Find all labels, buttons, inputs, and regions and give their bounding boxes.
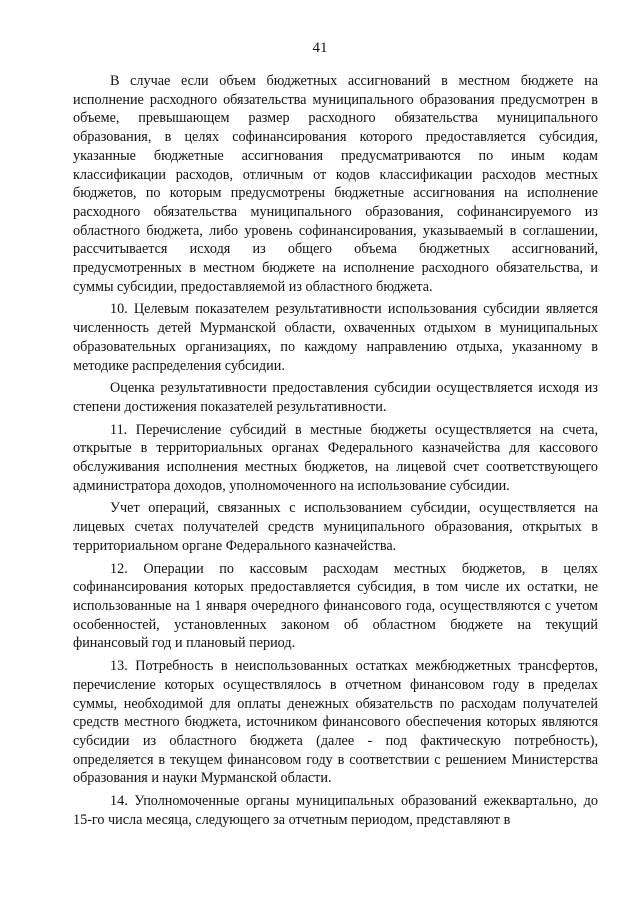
paragraph-10-target-indicator: 10. Целевым показателем результативности использования субсидии является численность детей Мурманской области, охваченных отдыхом в муниципальных образовательных организациях, по каждому направлению отдыха, указанному в методике распределения субсидии. <box>73 301 598 374</box>
paragraph-effectiveness-assessment: Оценка результативности предоставления субсидии осуществляется исходя из степени достижения показателей результативности. <box>73 380 598 415</box>
paragraph-operations-accounting: Учет операций, связанных с использованием субсидии, осуществляется на лицевых счетах получателей средств муниципального образования, открытых в территориальном органе Федерального казначейства. <box>73 500 598 554</box>
paragraph-13-unused-balances: 13. Потребность в неиспользованных остатках межбюджетных трансфертов, перечисление которых осуществлялось в отчетном финансовом году в пределах суммы, необходимой для оплаты денежных обязательств по расходам получателей средств местного бюджета, источником финансового обеспечения которых являются субсидии из областного бюджета (далее - под фактическую потребность), определяется в текущем финансовом году в соответствии с решением Министерства образования и науки Мурманской области. <box>73 658 598 787</box>
page-number: 41 <box>312 40 328 56</box>
paragraph-budget-allocations: В случае если объем бюджетных ассигнований в местном бюджете на исполнение расходного обязательства муниципального образования предусмотрен в объеме, превышающем размер расходного обязательства муниципального образования, в целях софинансирования которого предоставляется субсидия, указанные бюджетные ассигнования предусматриваются по иным кодам классификации расходов, отличным от кодов классификации расходов местных бюджетов, по которым предусмотрены бюджетные ассигнования на исполнение расходного обязательства муниципального образования, софинансируемого из областного бюджета, либо уровень софинансирования, указываемый в соглашении, рассчитывается исходя из общего объема бюджетных ассигнований, предусмотренных в местном бюджете на исполнение расходного обязательства, и суммы субсидии, предоставляемой из областного бюджета. <box>73 73 598 295</box>
document-body <box>73 72 598 833</box>
paragraph-12-cash-expenses: 12. Операции по кассовым расходам местных бюджетов, в целях софинансирования которых предоставляется субсидия, в том числе их остатки, не использованные на 1 января очередного финансового года, осуществляются с учетом особенностей, установленных законом об областном бюджете на текущий финансовый год и плановый период. <box>73 560 598 652</box>
paragraph-11-subsidy-transfer: 11. Перечисление субсидий в местные бюджеты осуществляется на счета, открытые в территориальных органах Федерального казначейства для кассового обслуживания исполнения местных бюджетов, на лицевой счет соответствующего администратора доходов, уполномоченного на использование субсидии. <box>73 421 598 494</box>
paragraph-14-quarterly-reports: 14. Уполномоченные органы муниципальных образований ежеквартально, до 15-го числа месяца, следующего за отчетным периодом, представляют в <box>73 793 598 828</box>
